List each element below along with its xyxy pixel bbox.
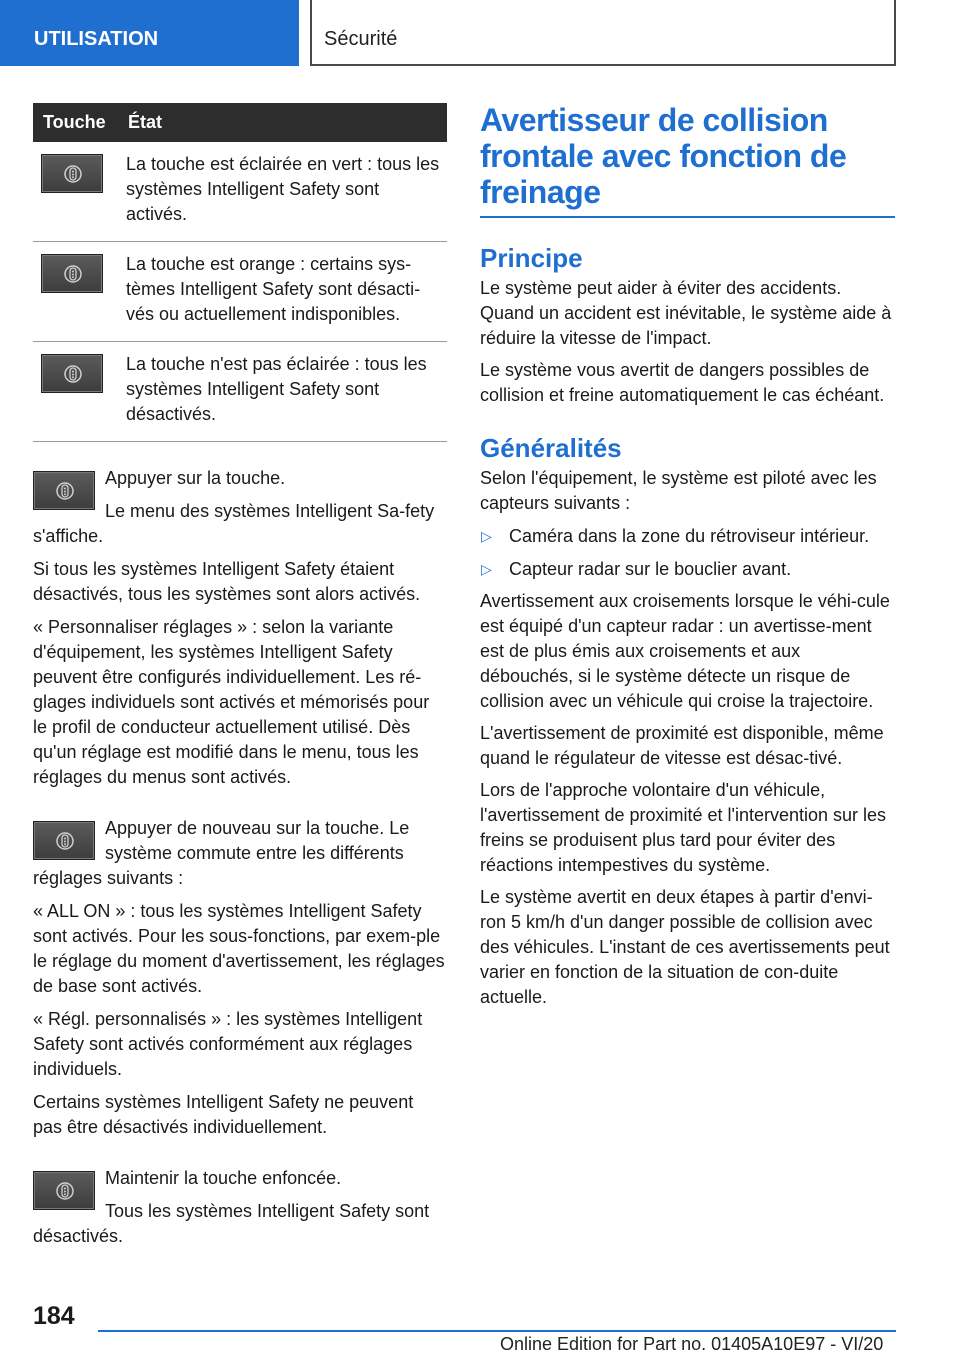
table-header-row <box>33 103 447 142</box>
paragraph: Si tous les systèmes Intelligent Safety étaient désactivés, tous les systèmes sont alors activés. <box>33 559 421 604</box>
paragraph: Certains systèmes Intelligent Safety ne peuvent pas être désactivés individuellement. <box>33 1092 414 1137</box>
paragraph: Appuyer sur la touche. <box>105 468 286 488</box>
triangle-bullet-icon: ▷ <box>481 528 492 544</box>
section-tab: UTILISATION <box>0 0 299 66</box>
paragraph: Le système peut aider à éviter des accidents. Quand un accident est inévitable, le système aide à réduire la vitesse de l'impact. <box>480 278 892 348</box>
paragraph: Le menu des systèmes Intelligent Sa‐fety s'affiche. <box>33 501 435 546</box>
subheading-principe: Principe <box>480 243 583 273</box>
table-row <box>33 342 447 442</box>
instruction-block-press <box>33 466 447 790</box>
left-column <box>33 103 447 1249</box>
paragraph: « ALL ON » : tous les systèmes Intelligent Safety sont activés. Pour les sous-fonctions, par exem‐ple le réglage du moment d'avertissement, les réglages de base sont activés. <box>33 901 445 996</box>
list-item <box>480 524 895 549</box>
paragraph: Appuyer de nouveau sur la touche. Le système commute entre les différents réglages suivants : <box>33 818 410 888</box>
intelligent-safety-button-icon <box>33 471 95 510</box>
page-number: 184 <box>33 1302 75 1330</box>
intelligent-safety-button-icon <box>33 1171 95 1210</box>
table-header-etat: État <box>126 103 447 142</box>
paragraph: Avertissement aux croisements lorsque le véhi‐cule est équipé d'un capteur radar : un avertisse‐ment est de plus émis aux croisements et aux débouchés, si le système détecte un risque de collision avec un véhicule qui croise la trajectoire. <box>480 591 890 711</box>
table-row <box>33 242 447 342</box>
paragraph: Tous les systèmes Intelligent Safety sont désactivés. <box>33 1201 430 1246</box>
intelligent-safety-button-icon <box>41 354 103 393</box>
section-heading: Avertisseur de collision frontale avec fonction de freinage <box>480 102 895 218</box>
paragraph: Maintenir la touche enfoncée. <box>105 1168 342 1188</box>
list-item <box>480 557 895 582</box>
paragraph: Le système vous avertit de dangers possibles de collision et freine automatiquement le cas échéant. <box>480 360 885 405</box>
footer-rule <box>98 1330 896 1332</box>
table-cell-state: La touche est orange : certains sys‐tèmes Intelligent Safety sont désacti‐vés ou actuellement indisponibles. <box>126 242 447 342</box>
paragraph: L'avertissement de proximité est disponible, même quand le régulateur de vitesse est désac‐tivé. <box>480 723 884 768</box>
table-row <box>33 142 447 242</box>
intelligent-safety-button-icon <box>41 254 103 293</box>
right-column <box>480 102 895 1010</box>
paragraph: Selon l'équipement, le système est piloté avec les capteurs suivants : <box>480 468 877 513</box>
paragraph: Le système avertit en deux étapes à partir d'envi‐ron 5 km/h d'un danger possible de collision avec des véhicules. L'instant de ces avertissements peut varier en fonction de la situation de con‐duite actuelle. <box>480 887 890 1007</box>
intelligent-safety-button-icon <box>41 154 103 193</box>
button-state-table <box>33 103 447 442</box>
paragraph: « Personnaliser réglages » : selon la variante d'équipement, les systèmes Intelligent Safety peuvent être configurés individuellement. Les ré‐glages individuels sont activés et mémorisés pour le profil de conducteur actuellement utilisé. Dès qu'un réglage est modifié dans le menu, tous les réglages du menus sont activés. <box>33 617 430 787</box>
list-item-text: Capteur radar sur le bouclier avant. <box>509 559 792 579</box>
instruction-block-hold <box>33 1166 447 1249</box>
paragraph: « Régl. personnalisés » : les systèmes Intelligent Safety sont activés conformément aux réglages individuels. <box>33 1009 423 1079</box>
table-cell-state: La touche est éclairée en vert : tous les systèmes Intelligent Safety sont activés. <box>126 142 447 242</box>
table-header-touche: Touche <box>33 103 126 142</box>
list-item-text: Caméra dans la zone du rétroviseur intérieur. <box>509 526 870 546</box>
subheading-generalites: Généralités <box>480 433 622 463</box>
chapter-title: Sécurité <box>312 0 896 66</box>
triangle-bullet-icon: ▷ <box>481 561 492 577</box>
edition-note: Online Edition for Part no. 01405A10E97 - VI/20 <box>500 1334 884 1354</box>
intelligent-safety-button-icon <box>33 821 95 860</box>
table-cell-state: La touche n'est pas éclairée : tous les systèmes Intelligent Safety sont désactivés. <box>126 342 447 442</box>
paragraph: Lors de l'approche volontaire d'un véhicule, l'avertissement de proximité et l'intervention sur les freins se produisent plus tard pour éviter des réactions intempestives du système. <box>480 780 887 875</box>
instruction-block-press-again <box>33 816 447 1140</box>
